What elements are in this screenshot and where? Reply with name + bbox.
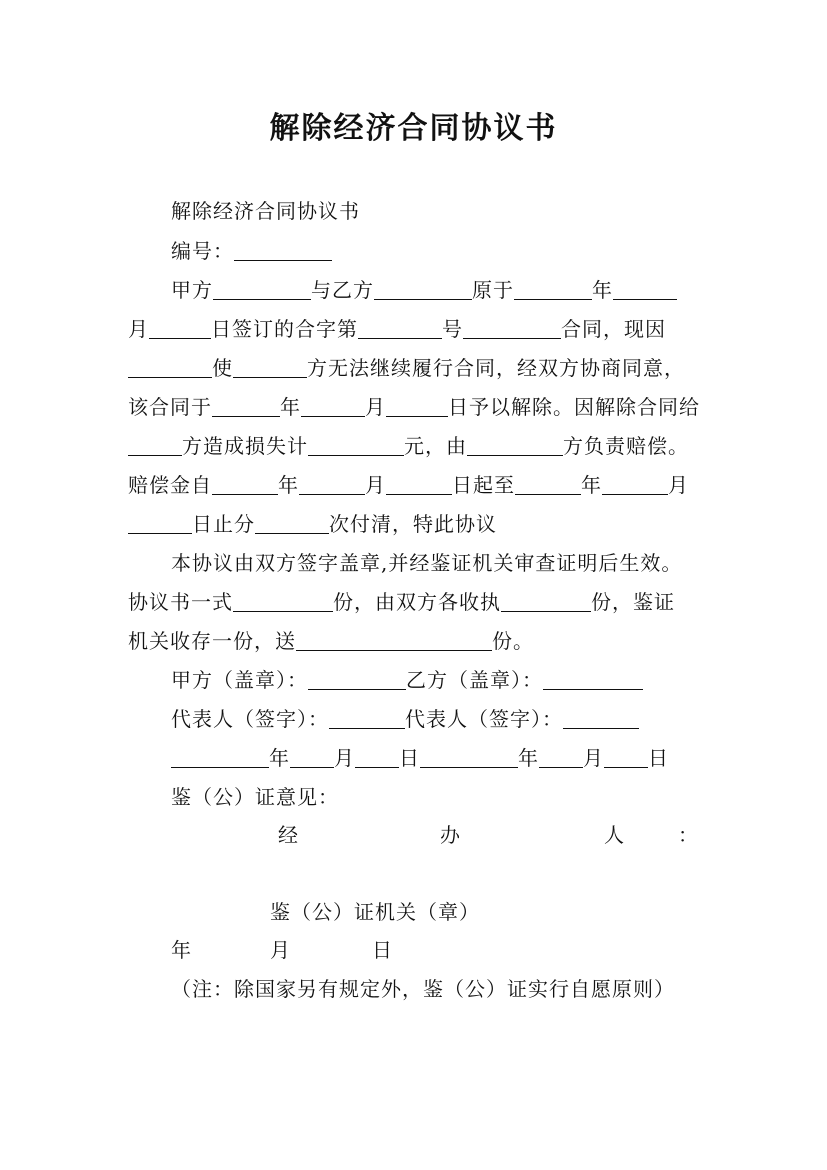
text-note: （注：除国家另有规定外，鉴（公）证实行自愿原则） [171, 977, 675, 1001]
orig-year-blank[interactable] [514, 279, 592, 300]
text-contract-on: 该合同于 [128, 395, 212, 419]
orig-day-blank[interactable] [149, 318, 211, 339]
handler-char-2: 办 [440, 823, 460, 847]
agreement-line-2 [128, 316, 666, 342]
text-year: 年 [280, 395, 301, 419]
dissolve-year-blank[interactable] [212, 396, 280, 417]
orig-month-blank[interactable] [613, 279, 677, 300]
agreement-line-6 [128, 472, 689, 498]
sign-b-day-blank[interactable] [604, 747, 648, 768]
agreement-line-5 [128, 433, 689, 459]
text-day-dissolved: 日予以解除。因解除合同给 [448, 395, 700, 419]
text-party-unable: 方无法继续履行合同，经双方协商同意， [307, 356, 685, 380]
effect-line [171, 550, 682, 576]
send-to-blank[interactable] [296, 630, 492, 651]
agreement-line-7 [128, 511, 497, 537]
to-month-blank[interactable] [602, 474, 668, 495]
reason-blank[interactable] [128, 357, 212, 378]
text-copies-prefix: 协议书一式 [128, 590, 233, 614]
subtitle [171, 198, 360, 224]
office-seal-line [270, 899, 480, 925]
text-paid-off: 次付清，特此协议 [329, 512, 497, 536]
text-year: 年 [278, 473, 299, 497]
text-rep-sign-b: 代表人（签字）： [405, 707, 563, 731]
rep-a-blank[interactable] [329, 708, 405, 729]
text-day-until: 日起至 [452, 473, 515, 497]
handler-char-4: ： [678, 823, 698, 847]
installments-blank[interactable] [255, 513, 329, 534]
sign-date-line [171, 745, 669, 771]
sign-b-year-blank[interactable] [420, 747, 518, 768]
text-party-a: 甲方 [171, 278, 213, 302]
office-date-month: 月 [270, 938, 290, 962]
subtitle-text: 解除经济合同协议书 [171, 199, 360, 223]
send-copies-line [128, 628, 534, 654]
office-date-year: 年 [171, 938, 191, 962]
text-copies-final: 份。 [492, 629, 534, 653]
unable-party-blank[interactable] [233, 357, 307, 378]
sign-a-year-blank[interactable] [171, 747, 269, 768]
text-month: 月 [583, 746, 604, 770]
text-comp-from: 赔偿金自 [128, 473, 212, 497]
party-b-seal-blank[interactable] [543, 669, 643, 690]
text-party-loss: 方造成损失计 [182, 434, 308, 458]
party-a-blank[interactable] [213, 279, 311, 300]
text-month: 月 [334, 746, 355, 770]
from-year-blank[interactable] [212, 474, 278, 495]
handler-char-3: 人 [604, 823, 624, 847]
text-number-suffix: 号 [442, 317, 463, 341]
contract-no-blank[interactable] [358, 318, 442, 339]
text-rep-sign-a: 代表人（签字）： [171, 707, 329, 731]
text-month: 月 [365, 395, 386, 419]
document-title: 解除经济合同协议书 [269, 111, 558, 146]
text-year: 年 [592, 278, 613, 302]
rep-b-blank[interactable] [563, 708, 639, 729]
text-day-paid: 日止分 [192, 512, 255, 536]
text-yuan-by: 元，由 [404, 434, 467, 458]
contract-name-blank[interactable] [463, 318, 561, 339]
total-copies-blank[interactable] [233, 591, 333, 612]
agreement-line-4 [128, 394, 700, 420]
text-make: 使 [212, 356, 233, 380]
to-year-blank[interactable] [515, 474, 581, 495]
number-line [171, 238, 332, 264]
text-day: 日 [648, 746, 669, 770]
dissolve-month-blank[interactable] [301, 396, 365, 417]
text-copies-mid: 份，由双方各收执 [333, 590, 501, 614]
text-month: 月 [668, 473, 689, 497]
party-b-blank[interactable] [374, 279, 472, 300]
text-copies-end: 份，鉴证 [591, 590, 675, 614]
text-signed-contract-no: 日签订的合字第 [211, 317, 358, 341]
compensating-party-blank[interactable] [467, 435, 563, 456]
loss-amount-blank[interactable] [308, 435, 404, 456]
each-copies-blank[interactable] [501, 591, 591, 612]
text-party-compensate: 方负责赔偿。 [563, 434, 689, 458]
sign-b-month-blank[interactable] [539, 747, 583, 768]
loss-party-blank[interactable] [128, 435, 182, 456]
text-year: 年 [269, 746, 290, 770]
sign-a-month-blank[interactable] [290, 747, 334, 768]
dissolve-day-blank[interactable] [386, 396, 448, 417]
number-label: 编号： [171, 239, 234, 263]
text-originally-on: 原于 [472, 278, 514, 302]
text-opinion: 鉴（公）证意见： [171, 785, 339, 809]
agreement-line-1 [171, 277, 677, 303]
representative-line [171, 706, 639, 732]
text-party-b-seal: 乙方（盖章）： [406, 668, 543, 692]
party-a-seal-blank[interactable] [308, 669, 406, 690]
text-and-party-b: 与乙方 [311, 278, 374, 302]
office-date-day: 日 [372, 938, 392, 962]
text-year: 年 [518, 746, 539, 770]
from-day-blank[interactable] [386, 474, 452, 495]
text-office-seal: 鉴（公）证机关（章） [270, 900, 480, 924]
agreement-line-3 [128, 355, 685, 381]
text-year: 年 [581, 473, 602, 497]
text-office-keep: 机关收存一份，送 [128, 629, 296, 653]
number-blank[interactable] [234, 240, 332, 261]
seal-line [171, 667, 643, 693]
handler-char-1: 经 [278, 823, 298, 847]
copies-line [128, 589, 675, 615]
text-day: 日 [399, 746, 420, 770]
sign-a-day-blank[interactable] [355, 747, 399, 768]
text-contract-now-due-to: 合同，现因 [561, 317, 666, 341]
text-effect: 本协议由双方签字盖章,并经鉴证机关审查证明后生效。 [171, 551, 683, 575]
opinion-line [171, 784, 339, 810]
from-month-blank[interactable] [299, 474, 365, 495]
text-party-a-seal: 甲方（盖章）： [171, 668, 308, 692]
text-month: 月 [365, 473, 386, 497]
note-line [171, 976, 675, 1002]
to-day-blank[interactable] [128, 513, 192, 534]
text-month: 月 [128, 317, 149, 341]
